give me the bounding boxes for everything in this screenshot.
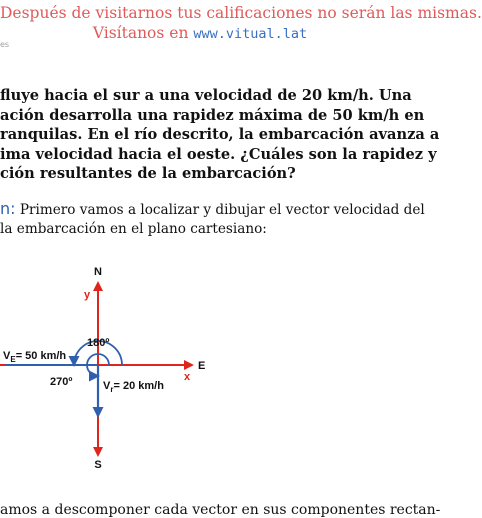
- ve-value: = 50 km/h: [15, 350, 67, 362]
- problem-line: ción resultantes de la embarcación?: [0, 165, 296, 182]
- angle-270-label: 270º: [50, 376, 73, 388]
- promo-banner: [0, 4, 482, 44]
- angle-180-label: 180º: [87, 337, 110, 349]
- vr-subscript: r: [110, 385, 114, 394]
- east-label: E: [198, 360, 206, 372]
- problem-statement: [0, 86, 440, 184]
- vector-diagram: [0, 258, 400, 478]
- south-label: S: [94, 459, 102, 471]
- vr-label: [103, 380, 164, 394]
- problem-line: fluye hacia el sur a una velocidad de 20 km/h. Una: [0, 87, 412, 104]
- ve-label: [3, 350, 66, 364]
- x-axis-label: x: [184, 371, 191, 383]
- problem-line: ima velocidad hacia el oeste. ¿Cuáles son la rapidez y: [0, 145, 437, 163]
- solution-intro: [0, 200, 425, 238]
- vr-value: = 20 km/h: [113, 380, 164, 392]
- y-axis-label: y: [84, 289, 91, 301]
- cutoff-text: amos a descomponer cada vector en sus componentes rectan-: [0, 502, 441, 518]
- ve-subscript: E: [10, 355, 16, 364]
- solution-line-2: la embarcación en el plano cartesiano:: [0, 220, 267, 237]
- banner-line-2: [0, 24, 400, 44]
- banner-line-1: Después de visitarnos tus calificaciones no serán las mismas.: [0, 4, 482, 22]
- banner-line-2-prefix: Visítanos en: [92, 24, 189, 42]
- solution-line-1: Primero vamos a localizar y dibujar el vector velocidad del: [19, 202, 425, 218]
- vr-symbol: V: [103, 380, 111, 392]
- problem-line: ación desarrolla una rapidez máxima de 50 km/h en: [0, 106, 425, 124]
- logo-fragment: es: [0, 40, 10, 49]
- banner-link[interactable]: www.vitual.lat: [193, 26, 308, 42]
- solution-heading: n:: [0, 199, 16, 218]
- ve-symbol: V: [3, 350, 11, 362]
- problem-line: ranquilas. En el río descrito, la embarcación avanza a: [0, 126, 440, 143]
- north-label: N: [94, 266, 102, 278]
